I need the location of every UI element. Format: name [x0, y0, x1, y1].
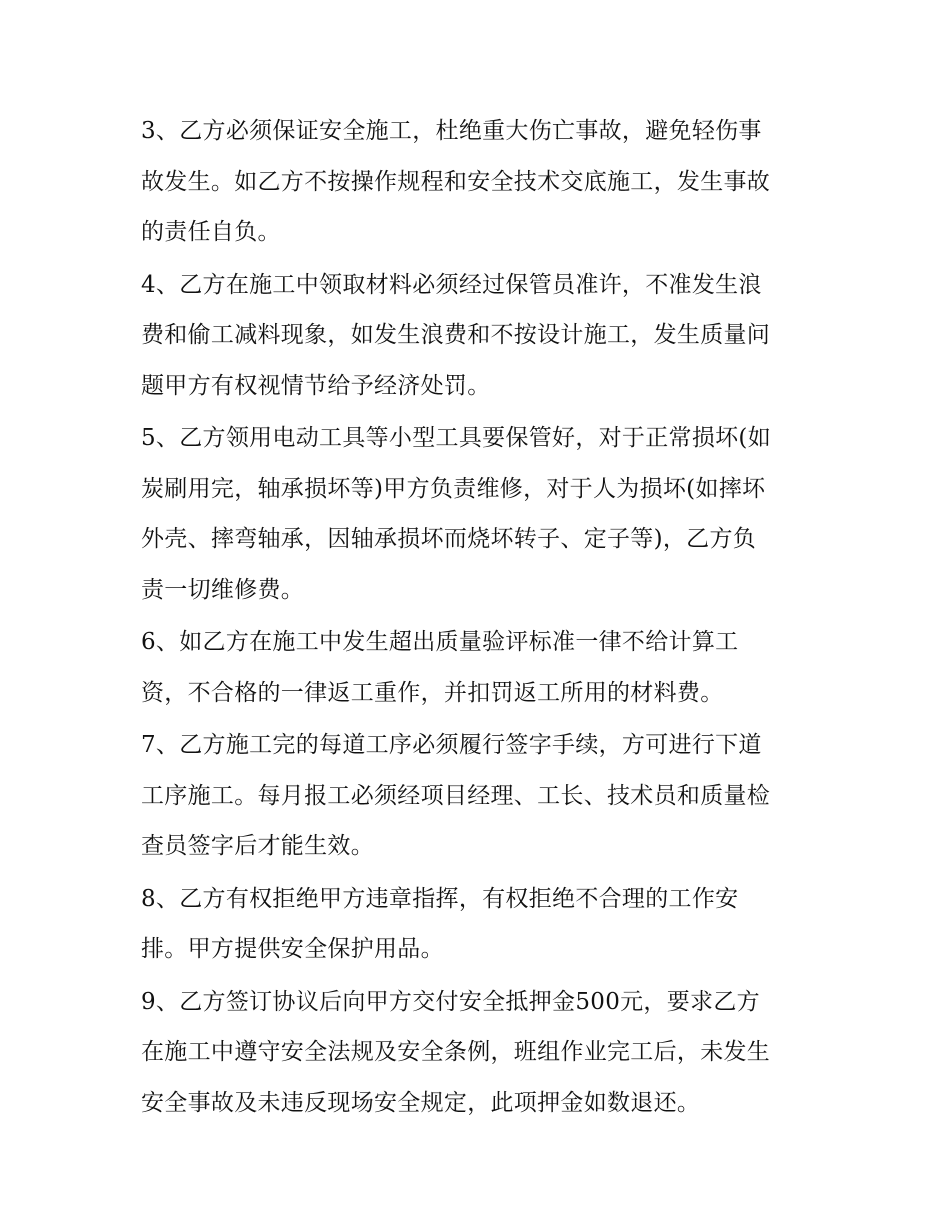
text-line: 题甲方有权视情节给予经济处罚。	[141, 372, 491, 399]
text-line: 查员签字后才能生效。	[141, 833, 374, 859]
text-line: 的责任自负。	[141, 219, 281, 245]
text-line: 费和偷工减料现象，如发生浪费和不按设计施工，发生质量问	[141, 322, 771, 348]
text-line: 3、乙方必须保证安全施工，杜绝重大伤亡事故，避免轻伤事	[141, 118, 762, 144]
clause-8	[141, 874, 821, 975]
document-body	[141, 106, 821, 1128]
text-line: 安全事故及未违反现场安全规定，此项押金如数退还。	[141, 1089, 701, 1116]
clause-5	[141, 413, 821, 615]
clause-4	[141, 260, 821, 412]
text-line: 4、乙方在施工中领取材料必须经过保管员准许，不准发生浪	[141, 271, 762, 298]
text-line: 责一切维修费。	[141, 576, 305, 603]
text-line: 故发生。如乙方不按操作规程和安全技术交底施工，发生事故	[141, 168, 771, 195]
clause-3	[141, 106, 821, 258]
clause-9	[141, 977, 821, 1129]
text-line: 7、乙方施工完的每道工序必须履行签字手续，方可进行下道	[141, 732, 762, 758]
text-line: 9、乙方签订协议后向甲方交付安全抵押金500元，要求乙方	[141, 988, 760, 1015]
text-line: 8、乙方有权拒绝甲方违章指挥，有权拒绝不合理的工作安	[141, 885, 739, 912]
clause-6	[141, 617, 821, 718]
clause-7	[141, 720, 821, 872]
text-line: 资，不合格的一律返工重作，并扣罚返工所用的材料费。	[141, 679, 724, 706]
text-line: 5、乙方领用电动工具等小型工具要保管好，对于正常损坏(如	[141, 425, 772, 451]
text-line: 工序施工。每月报工必须经项目经理、工长、技术员和质量检	[141, 782, 771, 809]
text-line: 在施工中遵守安全法规及安全条例，班组作业完工后，未发生	[141, 1039, 771, 1065]
text-line: 6、如乙方在施工中发生超出质量验评标准一律不给计算工	[141, 629, 739, 655]
text-line: 炭刷用完，轴承损坏等)甲方负责维修，对于人为损坏(如摔坏	[141, 475, 766, 502]
text-line: 外壳、摔弯轴承，因轴承损坏而烧坏转子、定子等)，乙方负	[141, 526, 757, 552]
text-line: 排。甲方提供安全保护用品。	[141, 936, 444, 962]
